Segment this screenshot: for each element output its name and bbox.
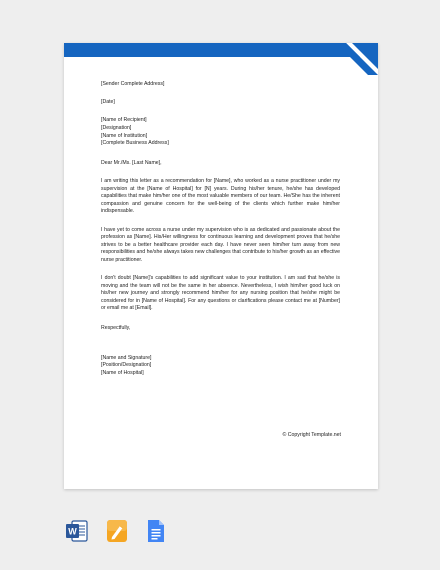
paragraph-2: I have yet to come across a nurse under my supervision who is as dedicated and passionate about the profession as [Name]. His/Her willingness for continuous learning and development proves that he/she strives to be a better healthcare provider each day. I have never seen him/her turn away from new responsibilities and he/she always takes new challenges that contribute to his/her growth as an effective nurse practitioner.: [101, 226, 340, 263]
signature-name: [Name and Signature]: [101, 354, 152, 361]
letter-date: [Date]: [101, 99, 115, 106]
letter-page: [64, 43, 378, 489]
top-accent-band: [64, 43, 378, 57]
google-docs-icon[interactable]: [146, 519, 166, 543]
sender-address: [Sender Complete Address]: [101, 81, 165, 87]
recipient-name: [Name of Recipient]: [101, 117, 147, 124]
copyright-notice: © Copyright Template.net: [282, 432, 341, 438]
letter-body: [101, 81, 340, 377]
paragraph-3: I don't doubt [Name]'s capabilities to add significant value to your institution. I am sad that he/she is moving and the team will not be the same in her absence. Nevertheless, I wish him/her good luck on his/her new journey and strongly recommend him/her for any nursing position that he/she might be considered for in [Name of Hospital]. For any questions or clarifications please contact me at [Number] or email me at [Email].: [101, 275, 340, 312]
signature-hospital: [Name of Hospital]: [101, 369, 144, 376]
pages-icon[interactable]: [106, 519, 126, 543]
signature-block: [101, 355, 340, 378]
salutation: Dear Mr./Ms. [Last Name],: [101, 159, 162, 166]
recipient-address: [Complete Business Address]: [101, 140, 169, 147]
closing: Respectfully,: [101, 325, 131, 332]
recipient-block: [101, 117, 340, 147]
corner-fold-decoration: [346, 43, 378, 75]
word-icon[interactable]: [66, 519, 86, 543]
word-icon-letter: W: [68, 526, 77, 537]
recipient-designation: [Designation]: [101, 124, 132, 131]
paragraph-1: I am writing this letter as a recommendation for [Name], who worked as a nurse practitioner under my supervision at the [Name of Hospital] for [N] years. During his/her tenure, he/she has developed capabilities that make him/her one of the most valuable members of our team. He/She has the inherent compassion and genuine concern for the well-being of the clients which further make him/her indispensable.: [101, 177, 340, 215]
app-format-icons: [66, 519, 186, 543]
recipient-institution: [Name of Institution]: [101, 132, 148, 139]
signature-position: [Position/Designation]: [101, 362, 152, 369]
